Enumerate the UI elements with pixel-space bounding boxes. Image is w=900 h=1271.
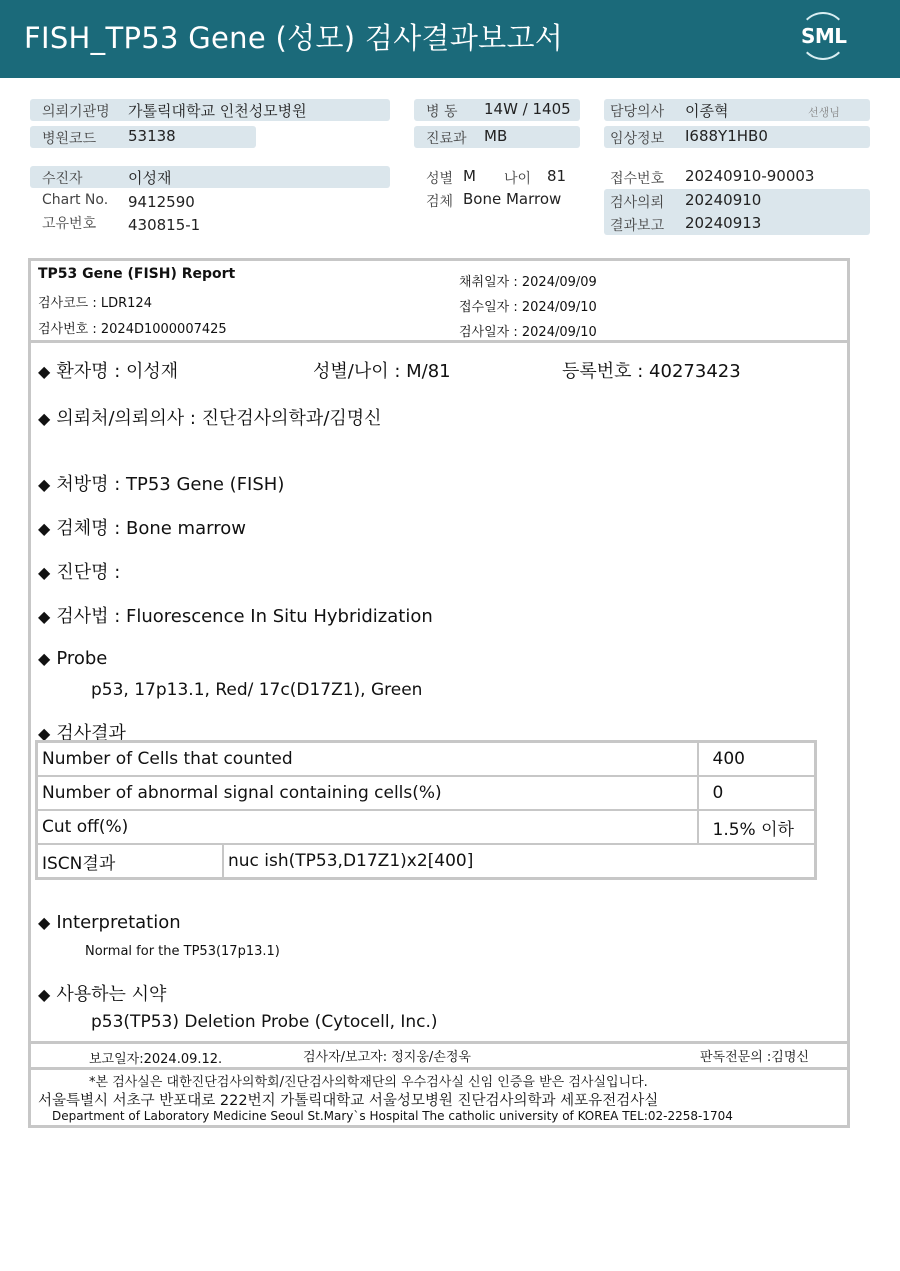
result-value: 1.5% 이하 bbox=[698, 810, 816, 844]
interpretation-value: Normal for the TP53(17p13.1) bbox=[85, 944, 280, 959]
reagent-label: 사용하는 시약 bbox=[56, 984, 167, 1005]
registration-number: 등록번호 : 40273423 bbox=[562, 361, 741, 382]
receipt-date: 접수일자 : 2024/09/10 bbox=[459, 300, 597, 315]
diamond-bullet-icon: ◆ bbox=[38, 985, 51, 1004]
method-line bbox=[38, 602, 433, 628]
diamond-bullet-icon: ◆ bbox=[38, 362, 51, 381]
unique-no-label: 고유번호 bbox=[42, 216, 97, 232]
sex-label: 성별 bbox=[426, 171, 454, 187]
ward-value: 14W / 1405 bbox=[484, 100, 571, 118]
address-english: Department of Laboratory Medicine Seoul St.Mary`s Hospital The catholic university of KOREA TEL:02-2258-1704 bbox=[52, 1109, 733, 1123]
patient-name-line bbox=[38, 357, 178, 383]
footer-divider-top bbox=[28, 1041, 850, 1044]
result-table bbox=[35, 740, 817, 880]
receipt-no-label: 접수번호 bbox=[610, 171, 665, 187]
logo-text: SML bbox=[801, 24, 847, 48]
diamond-bullet-icon: ◆ bbox=[38, 649, 51, 668]
requesting-org-value: 가톨릭대학교 인천성모병원 bbox=[128, 102, 307, 120]
reagent-value: p53(TP53) Deletion Probe (Cytocell, Inc.) bbox=[91, 1012, 438, 1032]
age-value: 81 bbox=[547, 167, 567, 185]
table-row bbox=[37, 844, 816, 879]
sex-value: M bbox=[463, 167, 476, 185]
result-name: Cut off(%) bbox=[37, 810, 698, 844]
report-date: 보고일자:2024.09.12. bbox=[89, 1052, 223, 1067]
test-request-label: 검사의뢰 bbox=[610, 195, 665, 211]
test-request-value: 20240910 bbox=[685, 191, 762, 209]
sex-age: 성별/나이 : M/81 bbox=[313, 361, 451, 382]
result-value: 0 bbox=[698, 776, 816, 810]
referral: 의뢰처/의뢰의사 : 진단검사의학과/김명신 bbox=[56, 408, 382, 429]
clinical-info-value: I688Y1HB0 bbox=[685, 127, 768, 145]
diamond-bullet-icon: ◆ bbox=[38, 913, 51, 932]
referral-line bbox=[38, 404, 382, 430]
unique-no-value: 430815-1 bbox=[128, 216, 201, 234]
specimen-label: 검체 bbox=[426, 194, 454, 210]
doctor-label: 담당의사 bbox=[610, 104, 665, 120]
diamond-bullet-icon: ◆ bbox=[38, 409, 51, 428]
test-code: 검사코드 : LDR124 bbox=[38, 296, 152, 311]
clinical-info-label: 임상정보 bbox=[610, 131, 665, 147]
dept-value: MB bbox=[484, 127, 508, 145]
specimen-value: Bone Marrow bbox=[463, 190, 562, 208]
footer-divider-bottom bbox=[28, 1067, 850, 1070]
ward-label: 병 동 bbox=[426, 104, 458, 120]
reagent-heading bbox=[38, 980, 166, 1006]
report-title: TP53 Gene (FISH) Report bbox=[38, 266, 236, 282]
result-report-value: 20240913 bbox=[685, 214, 762, 232]
test-number: 검사번호 : 2024D1000007425 bbox=[38, 322, 227, 337]
receipt-no-value: 20240910-90003 bbox=[685, 167, 815, 185]
specimen-name: 검체명 : Bone marrow bbox=[56, 518, 246, 539]
requesting-org-label: 의뢰기관명 bbox=[42, 104, 110, 120]
diagnosis: 진단명 : bbox=[56, 562, 121, 583]
table-row bbox=[37, 776, 816, 810]
patient-value: 이성재 bbox=[128, 169, 172, 187]
specimen-line bbox=[38, 514, 246, 540]
result-name: Number of abnormal signal containing cells(%) bbox=[37, 776, 698, 810]
page-title: FISH_TP53 Gene (성모) 검사결과보고서 bbox=[24, 21, 564, 55]
chart-no-value: 9412590 bbox=[128, 193, 195, 211]
iscn-label: ISCN결과 bbox=[37, 844, 224, 879]
address-korean: 서울특별시 서초구 반포대로 222번지 가톨릭대학교 서울성모병원 진단검사의학과 세포유전검사실 bbox=[38, 1093, 659, 1109]
diamond-bullet-icon: ◆ bbox=[38, 475, 51, 494]
interpretation-label: Interpretation bbox=[56, 912, 181, 933]
header-bar bbox=[0, 0, 900, 78]
result-report-label: 결과보고 bbox=[610, 218, 665, 234]
prescription: 처방명 : TP53 Gene (FISH) bbox=[56, 474, 285, 495]
doctor-suffix: 선생님 bbox=[808, 106, 840, 119]
tester: 검사자/보고자: 정지웅/손정욱 bbox=[303, 1050, 471, 1065]
collect-date: 채취일자 : 2024/09/09 bbox=[459, 275, 597, 290]
prescription-line bbox=[38, 470, 284, 496]
result-name: Number of Cells that counted bbox=[37, 742, 698, 777]
hospital-code-value: 53138 bbox=[128, 127, 176, 145]
result-value: 400 bbox=[698, 742, 816, 777]
diamond-bullet-icon: ◆ bbox=[38, 563, 51, 582]
diamond-bullet-icon: ◆ bbox=[38, 519, 51, 538]
table-row bbox=[37, 810, 816, 844]
reader: 판독전문의 :김명신 bbox=[700, 1050, 809, 1065]
diamond-bullet-icon: ◆ bbox=[38, 607, 51, 626]
table-row bbox=[37, 742, 816, 777]
interpretation-heading bbox=[38, 912, 181, 933]
patient-name: 환자명 : 이성재 bbox=[56, 361, 179, 382]
test-date: 검사일자 : 2024/09/10 bbox=[459, 325, 597, 340]
iscn-value: nuc ish(TP53,D17Z1)x2[400] bbox=[223, 844, 816, 879]
age-label: 나이 bbox=[504, 171, 532, 187]
method: 검사법 : Fluorescence In Situ Hybridization bbox=[56, 606, 433, 627]
chart-no-label: Chart No. bbox=[42, 192, 109, 208]
probe-label: Probe bbox=[56, 648, 108, 669]
dept-label: 진료과 bbox=[426, 131, 467, 147]
doctor-value: 이종혁 bbox=[685, 102, 729, 120]
probe-value: p53, 17p13.1, Red/ 17c(D17Z1), Green bbox=[91, 680, 423, 700]
report-header-divider bbox=[28, 340, 850, 343]
patient-row bbox=[30, 166, 390, 188]
patient-label: 수진자 bbox=[42, 171, 83, 187]
probe-line bbox=[38, 648, 107, 669]
result-label: 검사결과 bbox=[56, 723, 126, 744]
certification-note: *본 검사실은 대한진단검사의학회/진단검사의학재단의 우수검사실 신임 인증을 받은 검사실입니다. bbox=[89, 1075, 648, 1090]
diagnosis-line bbox=[38, 558, 120, 584]
sml-logo bbox=[793, 10, 857, 68]
hospital-code-label: 병원코드 bbox=[42, 131, 97, 147]
diamond-bullet-icon: ◆ bbox=[38, 724, 51, 743]
